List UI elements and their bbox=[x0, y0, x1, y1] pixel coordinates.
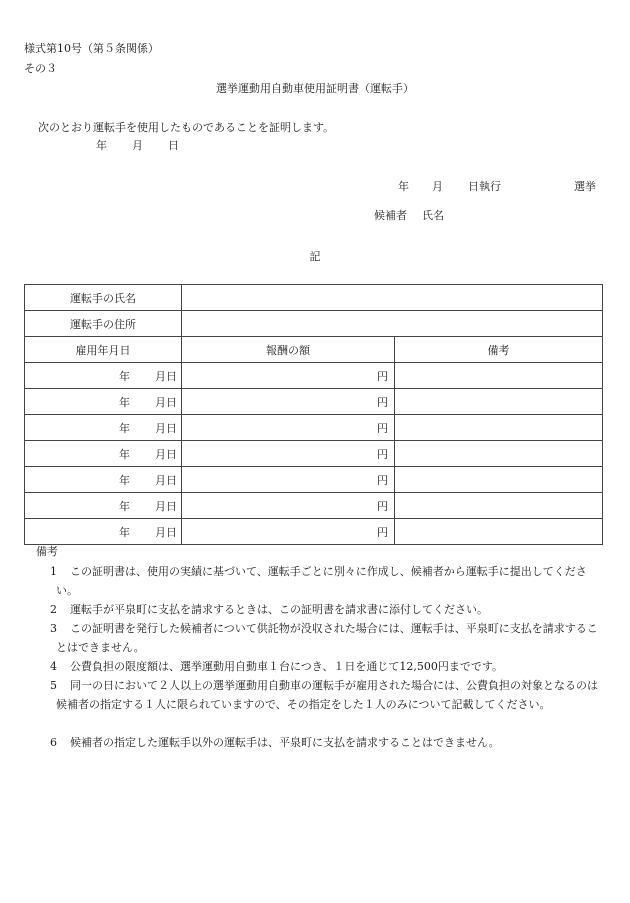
table-row bbox=[25, 519, 603, 545]
election-label: 選挙 bbox=[574, 180, 596, 193]
cert-date-month: 月 bbox=[132, 139, 143, 152]
note-text: 公費負担の限度額は、選挙運動用自動車１台につき、１日を通じて12,500円までです。 bbox=[70, 660, 503, 673]
date-cell[interactable]: 年 月日 bbox=[25, 363, 182, 389]
pay-cell[interactable]: 円 bbox=[182, 493, 395, 519]
pay-cell[interactable]: 円 bbox=[182, 363, 395, 389]
driver-address-field[interactable] bbox=[182, 311, 603, 337]
note-number: 2 bbox=[50, 603, 57, 616]
note-text: 運転手が平泉町に支払を請求するときは、この証明書を請求書に添付してください。 bbox=[70, 603, 488, 616]
note-number: 4 bbox=[50, 660, 57, 673]
note-item bbox=[36, 619, 602, 657]
note-text: 同一の日において２人以上の選挙運動用自動車の運転手が雇用された場合には、公費負担の対象となるのは候補者の指定する１人に限られていますので、その指定をした１人のみについて記載してください。 bbox=[56, 679, 598, 711]
date-cell[interactable]: 年 月日 bbox=[25, 467, 182, 493]
header-date: 雇用年月日 bbox=[25, 337, 182, 363]
candidate-name-label: 氏名 bbox=[422, 209, 444, 222]
pay-cell[interactable]: 円 bbox=[182, 467, 395, 493]
remarks-cell[interactable] bbox=[395, 493, 603, 519]
table-row bbox=[25, 493, 603, 519]
driver-address-label: 運転手の住所 bbox=[25, 311, 182, 337]
candidate-label: 候補者 bbox=[374, 209, 407, 222]
remarks-cell[interactable] bbox=[395, 519, 603, 545]
certification-date bbox=[96, 139, 179, 152]
note-text: この証明書を発行した候補者について供託物が没収された場合には、運転手は、平泉町に支払を請求することはできません。 bbox=[56, 622, 598, 654]
pay-cell[interactable]: 円 bbox=[182, 441, 395, 467]
header-remarks: 備考 bbox=[395, 337, 603, 363]
header-pay: 報酬の額 bbox=[182, 337, 395, 363]
note-text: この証明書は、使用の実績に基づいて、運転手ごとに別々に作成し、候補者から運転手に提出してください。 bbox=[56, 565, 587, 597]
table-row bbox=[25, 415, 603, 441]
note-item bbox=[36, 733, 602, 752]
election-line bbox=[398, 180, 596, 193]
election-year: 年 bbox=[398, 180, 409, 193]
pay-cell[interactable]: 円 bbox=[182, 389, 395, 415]
remarks-cell[interactable] bbox=[395, 441, 603, 467]
candidate-line bbox=[374, 209, 444, 222]
driver-name-label: 運転手の氏名 bbox=[25, 285, 182, 311]
notes-heading: 備考 bbox=[36, 545, 58, 558]
remarks-cell[interactable] bbox=[395, 363, 603, 389]
certification-statement: 次のとおり運転手を使用したものであることを証明します。 bbox=[38, 121, 335, 134]
note-item bbox=[36, 676, 602, 714]
table-row bbox=[25, 467, 603, 493]
note-number: 3 bbox=[50, 622, 57, 635]
table-row bbox=[25, 389, 603, 415]
note-item bbox=[36, 657, 602, 676]
remarks-cell[interactable] bbox=[395, 415, 603, 441]
note-number: 1 bbox=[50, 565, 57, 578]
remarks-cell[interactable] bbox=[395, 389, 603, 415]
date-cell[interactable]: 年 月日 bbox=[25, 493, 182, 519]
cert-date-year: 年 bbox=[96, 139, 107, 152]
form-number: 様式第10号（第５条関係） bbox=[24, 42, 159, 55]
cert-date-day: 日 bbox=[168, 139, 179, 152]
form-subnumber: その３ bbox=[24, 62, 57, 75]
election-day-exec: 日執行 bbox=[468, 180, 501, 193]
note-item bbox=[36, 600, 602, 619]
table-row bbox=[25, 363, 603, 389]
pay-cell[interactable]: 円 bbox=[182, 415, 395, 441]
date-cell[interactable]: 年 月日 bbox=[25, 415, 182, 441]
note-text: 候補者の指定した運転手以外の運転手は、平泉町に支払を請求することはできません。 bbox=[70, 736, 500, 749]
remarks-cell[interactable] bbox=[395, 467, 603, 493]
date-cell[interactable]: 年 月日 bbox=[25, 441, 182, 467]
note-number: 5 bbox=[50, 679, 57, 692]
driver-name-field[interactable] bbox=[182, 285, 603, 311]
date-cell[interactable]: 年 月日 bbox=[25, 389, 182, 415]
ki-marker: 記 bbox=[309, 250, 321, 263]
document-title: 選挙運動用自動車使用証明書（運転手） bbox=[216, 82, 414, 95]
pay-cell[interactable]: 円 bbox=[182, 519, 395, 545]
note-number: 6 bbox=[50, 736, 57, 749]
date-cell[interactable]: 年 月日 bbox=[25, 519, 182, 545]
election-month: 月 bbox=[432, 180, 443, 193]
driver-table bbox=[24, 284, 603, 545]
table-row bbox=[25, 441, 603, 467]
note-item bbox=[36, 562, 602, 600]
